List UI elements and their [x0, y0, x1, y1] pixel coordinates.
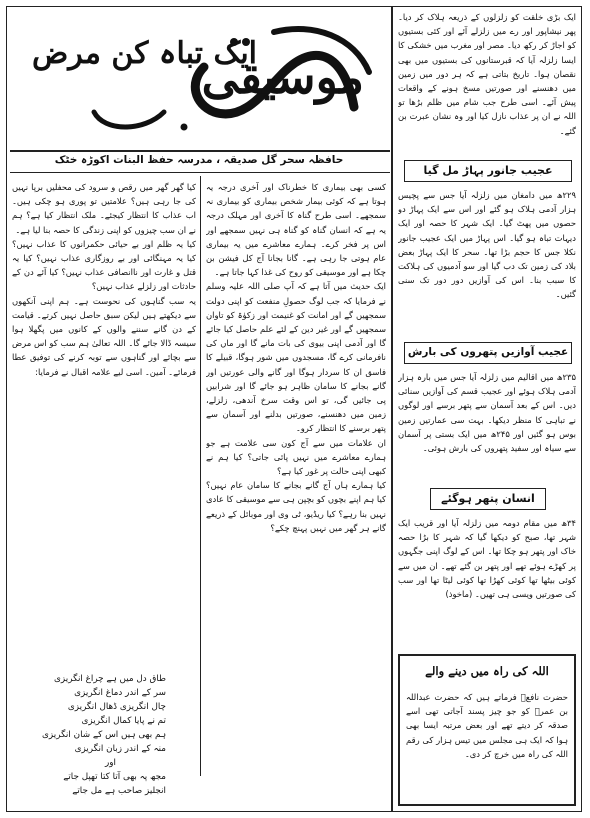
masthead-main-word: موسیقی [201, 50, 364, 104]
charity-box [398, 654, 576, 806]
section-paragraph: ۲۲۹ھ میں دامغان میں زلزلہ آیا جس سے پچیس ہزار آدمی ہلاک ہو گئے اور اس سے ایک پہاڑ دو حصوں میں پھٹ گیا۔ ایک شہر کا حصہ اور ایک دیہات تباہ ہو گیا۔ اس پہاڑ میں ایک عجیب جانور نکلا جس کا حجم بڑا تھا۔ سحر کا ایک پہاڑ بعض بلاد کی زمین تک دب گیا اور سو آدمیوں کی ہلاکت کا سبب بنا۔ اس کی آوازیں دور دور تک سنی گئیں۔ [398, 190, 576, 300]
masthead-rule [10, 150, 390, 152]
article-paragraph: کیا ہمارے ہاں آج گانے بجانے کا سامان عام نہیں؟ کیا ہم اپنے بچوں کو بچپن ہی سے موسیقی کا عادی نہیں بنا رہے؟ کیا ریڈیو، ٹی وی اور موبائل کے ذریعے گانے ہر گھر میں نہیں پہنچ چکے؟ [206, 480, 386, 533]
masthead-tagline: ایک تباہ کن مرض [32, 36, 257, 71]
article-paragraph: ایک حدیث میں آتا ہے کہ آپ صلی اللہ علیہ وسلم نے فرمایا کہ جب لوگ حصولِ منفعت کو اپنی دولت سمجھیں گے اور امانت کو غنیمت اور زکوٰۃ کو تاوان سمجھیں گے اور غیر دین کے لئے علم حاصل کیا جائے گا اور آدمی اپنی بیوی کی بات مانے گا اور ماں کی نافرمانی کرے گا، مسجدوں میں شور ہوگا، قبیلے کا فاسق ان کا سردار ہوگا اور گانے والی عورتیں اور گانے بجانے کا سامان ظاہر ہو جائے گا اور شرابیں پی جائیں گی، تو اس وقت سرخ آندھی، زلزلے، زمین میں دھنسنے، صورتیں بدلنے اور آسمان سے پتھر برسنے کا انتظار کرو۔ [206, 281, 386, 434]
section-body [398, 370, 576, 482]
byline-rule [10, 172, 390, 173]
article-paragraph: کسی بھی بیماری کا خطرناک اور آخری درجہ یہ ہوتا ہے کہ کوئی بیمار شخص بیماری کو بیماری نہ سمجھے۔ اسی طرح گناہ کا آخری اور مہلک درجہ یہ ہے کہ انسان گناہ کو گناہ ہی نہیں سمجھے اور اس پر فخر کرے۔ ہمارے معاشرے میں یہ بیماری عام ہوتی جا رہی ہے۔ گانا بجانا آج کل فیشن بن چکا ہے اور موسیقی کو روح کی غذا کہا جاتا ہے۔ [206, 182, 386, 278]
column-divider-right [391, 6, 393, 812]
poem-line: انجلیز صاحب ہے مل جاتے [72, 786, 166, 796]
poem-line: چال انگریزی ڈھال انگریزی [67, 702, 166, 712]
poem-line: منہ کے اندر زبان انگریزی [74, 744, 166, 754]
poem-line: تم نے پایا کمال انگریزی [81, 716, 166, 726]
calligraphy-dot-3 [181, 124, 188, 131]
charity-box-paragraph: حضرت نافعؒ فرماتے ہیں کہ حضرت عبداللہ بن عمرؓ کو جو چیز پسند آجاتی تھی اسے صدقہ کر دیتے تھے اور بعض مرتبہ ایسا بھی ہوا کہ ایک ہی مجلس میں تیس ہزار کی رقم اللہ کی راہ میں خرچ کر دی۔ [406, 692, 568, 759]
article-paragraph: کیا یہ ظلم اور بے حیائی حکمرانوں کا عذاب نہیں؟ کیا یہ مہنگائی اور بے روزگاری عذاب نہیں؟ کیا یہ قتل و غارت اور ناانصافی عذاب نہیں؟ کیا آئے دن کے حادثات اور زلزلے عذاب نہیں؟ [12, 238, 196, 292]
section-heading [404, 342, 572, 364]
section-body [398, 188, 576, 338]
calligraphy-stroke-3 [94, 112, 164, 127]
poem-line: سر کے اندر دماغ انگریزی [74, 688, 166, 698]
masthead [14, 12, 384, 142]
section-heading-text: عجیب آوازیں پتھروں کی بارش [407, 346, 569, 358]
poem [12, 672, 196, 812]
byline: حافظہ سحر گل صدیقہ ، مدرسہ حفظ البنات اکوڑہ خٹک [54, 154, 344, 166]
poem-line: ہم بھی ہیں اس کے شان انگریزی [42, 730, 166, 740]
article-paragraph: یہ سب گناہوں کی نحوست ہے۔ ہم اپنی آنکھوں سے دیکھتے ہیں لیکن سبق حاصل نہیں کرتے۔ قیامت کے دن گانے سننے والوں کے کانوں میں پگھلا ہوا سیسہ ڈالا جائے گا۔ اللہ تعالیٰ ہم سب کو اس مرض سے بچائے اور گناہوں سے توبہ کرنے کی توفیق عطا فرمائے۔ آمین۔ اسی لیے علامہ اقبال نے فرمایا: [12, 295, 196, 377]
column-divider-middle [200, 176, 201, 776]
section-paragraph: ۲۳۵ھ میں اقالیم میں زلزلہ آیا جس میں بارہ ہزار آدمی ہلاک ہوئے اور عجیب قسم کی آوازیں سنائی دیں۔ اس کے بعد آسمان سے پتھر برسے اور لوگوں نے تباہی کا منظر دیکھا۔ بہت سی عمارتیں زمین بوس ہو گئیں اور ۲۴۵ھ میں ایک بستی پر آسمان سے سیاہ اور سفید پتھروں کی بارش ہوئی۔ [398, 372, 576, 454]
section-heading-text: عجیب جانور پہاڑ مل گیا [423, 164, 553, 177]
section-paragraph: ۳۴ھ میں مقام دومہ میں زلزلہ آیا اور قریب ایک شہر تھا، صبح کو دیکھا گیا کہ شہر کا بڑا حصہ خاک اور پتھر ہو چکا تھا۔ اس کے لوگ اپنی جگہوں پر کھڑے ہوئے تھے اور پتھر بن گئے تھے۔ ان میں سے کوئی بیٹھا تھا کوئی کھڑا تھا کوئی لیٹا تھا اور سب کی صورتیں ویسی ہی تھیں۔ (ماخوذ) [398, 518, 576, 600]
section-body [398, 516, 576, 648]
section-heading-text: انسان پتھر ہوگئے [441, 492, 535, 505]
article-paragraph: کیا گھر گھر میں رقص و سرود کی محفلیں برپا نہیں کی جا رہی ہیں؟ علامتیں تو پوری ہو چکی ہیں۔ اب عذاب کا انتظار کیجئے۔ ملک انتظار کیا ہے؟ ہم نے ان سب چیزوں کو اپنی زندگی کا حصہ بنا لیا ہے۔ [12, 182, 196, 235]
charity-box-heading: اللہ کی راہ میں دینے والے [425, 664, 549, 678]
article-paragraph: ایک بڑی خلقت کو زلزلوں کے ذریعہ ہلاک کر دیا۔ پھر نیشاپور اور رے میں زلزلے آئے اور کئی بستیوں کو اجاڑ کر رکھ دیا۔ مصر اور مغرب میں خشکی کا ایسا زلزلہ آیا کہ قبرستانوں کی بستیوں میں بھی نقصان ہوا۔ تاریخ بتاتی ہے کہ ہر دور میں زمین میں دھنسنے اور صورتیں مسخ ہونے کے واقعات پیش آئے۔ اسی طرح جب شام میں ظلم بڑھا تو اللہ نے ان پر عذاب نازل کیا اور وہ نشان عبرت بن گئے۔ [398, 12, 576, 136]
poem-line: مجھ پہ بھی آتا کتا تھپل جاتے [63, 772, 166, 782]
section-heading [430, 488, 546, 510]
poem-line: طاق دل میں ہے چراغ انگریزی [54, 674, 166, 684]
poem-line: اور [105, 758, 116, 768]
right-column-intro [398, 10, 576, 156]
section-heading [404, 160, 572, 182]
charity-box-body [406, 690, 568, 802]
article-column-middle [206, 180, 386, 780]
article-paragraph: ان علامات میں سے آج کون سی علامت ہے جو ہمارے معاشرے میں نہیں پائی جاتی؟ کیا ہم نے کبھی اپنی حالت پر غور کیا ہے؟ [206, 437, 386, 477]
article-column-left [12, 180, 196, 740]
